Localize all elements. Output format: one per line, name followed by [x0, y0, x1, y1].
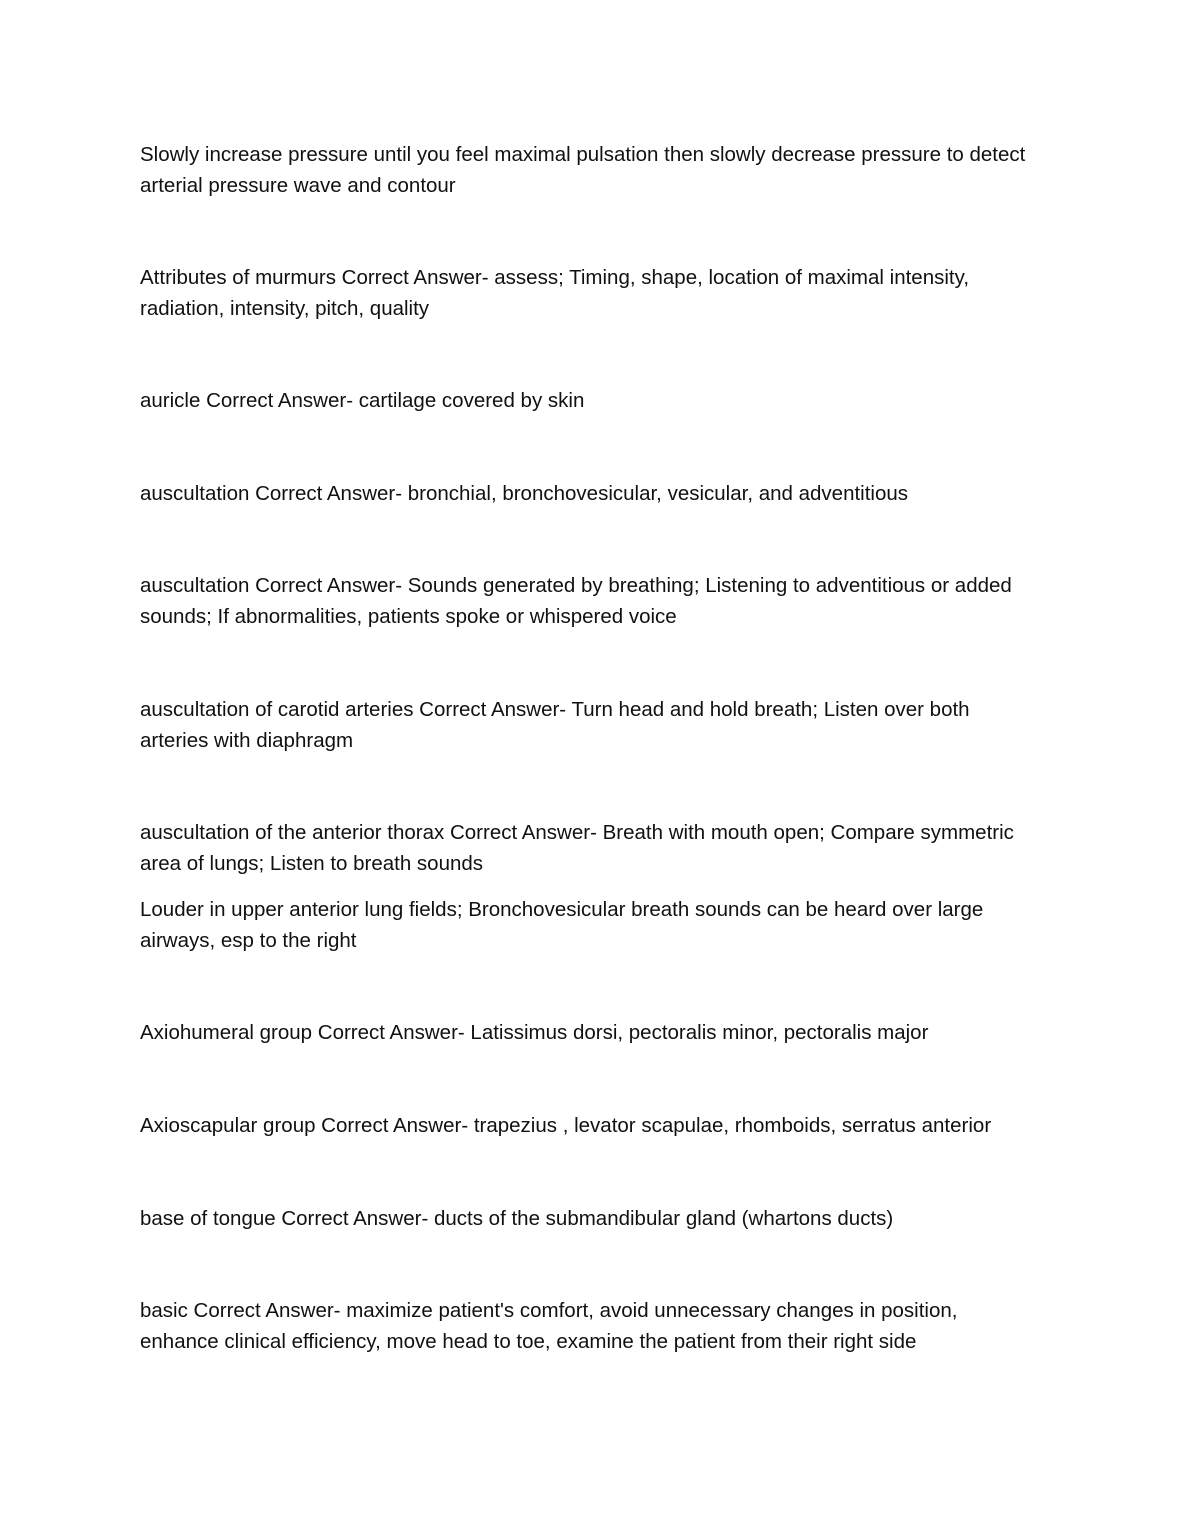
paragraph-louder-upper-lung: Louder in upper anterior lung fields; Bronchovesicular breath sounds can be heard over large airways, esp to the right — [140, 898, 984, 952]
paragraph-auricle: auricle Correct Answer- cartilage covered by skin — [140, 389, 585, 412]
paragraph-base-of-tongue: base of tongue Correct Answer- ducts of the submandibular gland (whartons ducts) — [140, 1207, 894, 1230]
paragraph-auscultation-anterior-thorax: auscultation of the anterior thorax Correct Answer- Breath with mouth open; Compare symmetric area of lungs; Listen to breath sounds — [140, 821, 1014, 875]
paragraph-auscultation-breath-types: auscultation Correct Answer- bronchial, bronchovesicular, vesicular, and adventitious — [140, 482, 909, 505]
paragraph-basic: basic Correct Answer- maximize patient's comfort, avoid unnecessary changes in position, enhance clinical efficiency, move head to toe, examine the patient from their right side — [140, 1299, 958, 1353]
paragraph-axioscapular-group: Axioscapular group Correct Answer- trapezius , levator scapulae, rhomboids, serratus anterior — [140, 1114, 992, 1137]
paragraph-auscultation-sounds: auscultation Correct Answer- Sounds generated by breathing; Listening to adventitious or added sounds; If abnormalities, patients spoke or whispered voice — [140, 574, 1012, 628]
paragraph-auscultation-carotid: auscultation of carotid arteries Correct Answer- Turn head and hold breath; Listen over both arteries with diaphragm — [140, 698, 970, 752]
paragraph-attributes-of-murmurs: Attributes of murmurs Correct Answer- assess; Timing, shape, location of maximal intensity, radiation, intensity, pitch, quality — [140, 266, 970, 320]
paragraph-pulse-technique: Slowly increase pressure until you feel maximal pulsation then slowly decrease pressure to detect arterial pressure wave and contour — [140, 143, 1026, 197]
paragraph-axiohumeral-group: Axiohumeral group Correct Answer- Latissimus dorsi, pectoralis minor, pectoralis major — [140, 1021, 929, 1044]
